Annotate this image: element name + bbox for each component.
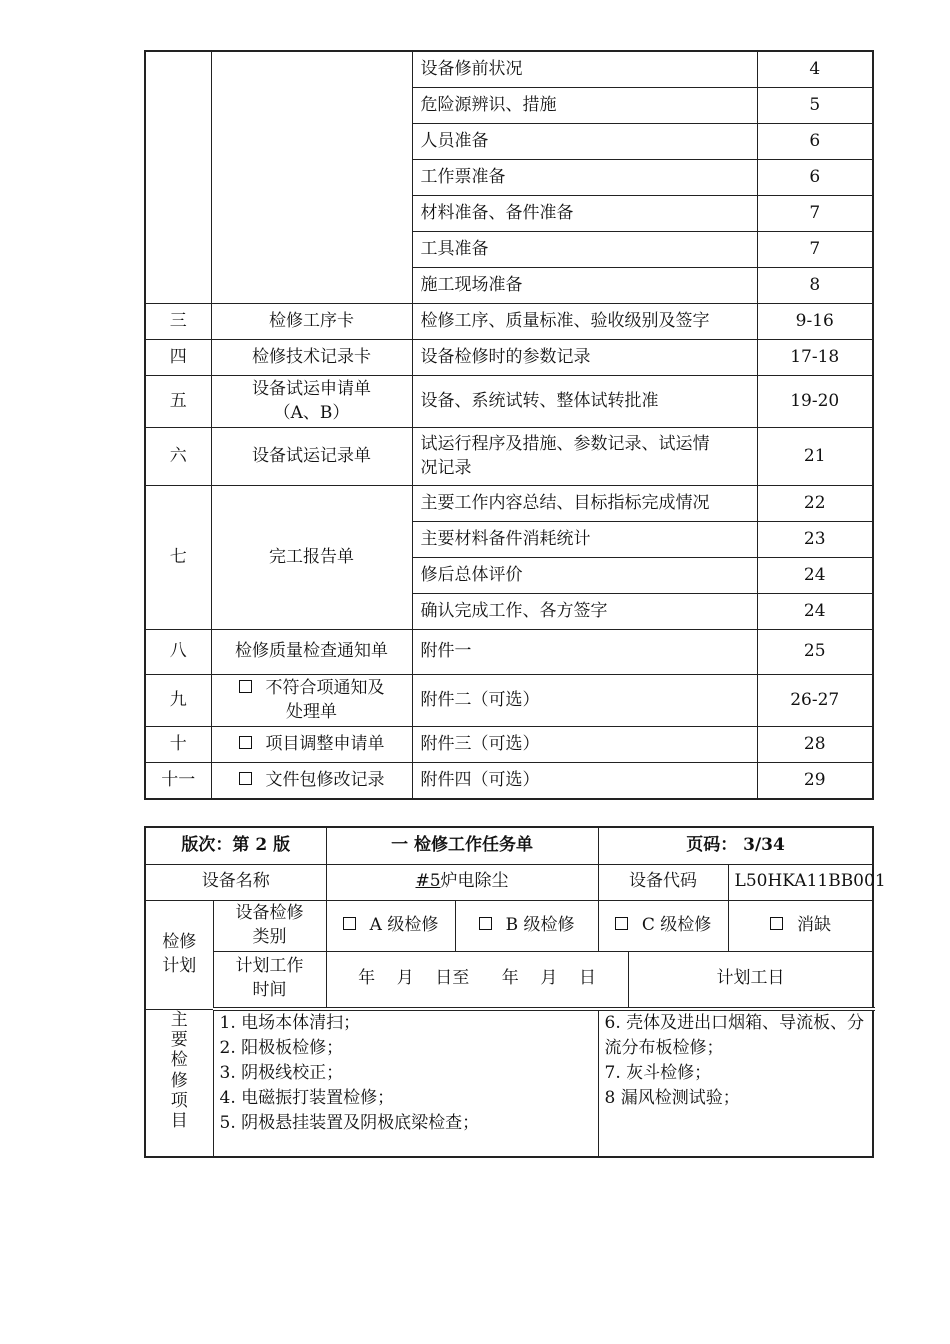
category-d[interactable]: [728, 900, 873, 951]
version-label: 版次：第 2 版: [145, 827, 326, 864]
row-num: 三: [145, 304, 211, 340]
list-item: 3. 阴极线校正；: [219, 1063, 344, 1083]
row-name-text: 文件包修改记录: [265, 769, 385, 790]
equip-unit-number: #5: [415, 871, 441, 892]
row-name: 设备试运记录单: [211, 428, 412, 486]
plan-label-line: 检修: [162, 931, 197, 952]
table-row: [145, 376, 873, 428]
page-number: 页码： 3/34: [598, 827, 873, 864]
table-row: [145, 630, 873, 675]
row-num: 六: [145, 428, 211, 486]
time-value[interactable]: 年 月 日至 年 月 日: [326, 951, 628, 1009]
items-label-char: 要: [170, 1029, 188, 1050]
row-name: [211, 376, 412, 428]
items-row: [145, 1009, 873, 1157]
equip-code-value[interactable]: L50HKA11BB001: [728, 864, 873, 900]
category-label: [213, 900, 326, 951]
row-name-line: 处理单: [286, 701, 337, 722]
row-desc: 附件二（可选）: [412, 675, 757, 727]
category-a[interactable]: [326, 900, 455, 951]
row-page: 17-18: [757, 340, 873, 376]
row-desc: 设备检修时的参数记录: [412, 340, 757, 376]
category-d-label: 消缺: [797, 914, 832, 935]
table-row: [145, 727, 873, 763]
category-c[interactable]: [598, 900, 728, 951]
row-page: 6: [757, 124, 873, 160]
row-page: 23: [757, 522, 873, 558]
list-item: 7. 灰斗检修；: [604, 1063, 712, 1083]
category-b-label: B 级检修: [505, 914, 575, 935]
checkbox-icon[interactable]: [239, 680, 252, 693]
row-page: 4: [757, 51, 873, 88]
items-label-char: 检: [170, 1050, 188, 1071]
row-page: 24: [757, 558, 873, 594]
row-num: 四: [145, 340, 211, 376]
list-item: 1. 电场本体清扫；: [219, 1013, 361, 1033]
time-label: [213, 951, 326, 1009]
workdays-label: 计划工日: [628, 951, 873, 1009]
row-desc: 危险源辨识、措施: [412, 88, 757, 124]
equip-code-label: 设备代码: [598, 864, 728, 900]
row-desc: 材料准备、备件准备: [412, 196, 757, 232]
row-desc: 工作票准备: [412, 160, 757, 196]
row-name: 完工报告单: [211, 486, 412, 630]
row-name: 检修技术记录卡: [211, 340, 412, 376]
list-item: 8 漏风检测试验；: [604, 1088, 740, 1108]
category-label-line: 设备检修: [235, 902, 304, 923]
empty-num-cell: [145, 51, 211, 304]
checkbox-icon[interactable]: [343, 917, 356, 930]
category-c-label: C 级检修: [641, 914, 712, 935]
list-item: 2. 阳极板检修；: [219, 1038, 344, 1058]
plan-label: [145, 900, 213, 1009]
checkbox-icon[interactable]: [770, 917, 783, 930]
row-desc: 设备修前状况: [412, 51, 757, 88]
items-label-char: 目: [170, 1111, 188, 1132]
row-desc: 修后总体评价: [412, 558, 757, 594]
task-sheet-table: [144, 826, 886, 1158]
table-row: [145, 675, 873, 727]
sheet-title: 一 检修工作任务单: [326, 827, 598, 864]
row-name: [211, 727, 412, 763]
header-row: [145, 827, 873, 864]
row-page: 9-16: [757, 304, 873, 340]
row-page: 29: [757, 763, 873, 800]
row-name: 检修工序卡: [211, 304, 412, 340]
time-row: [145, 951, 873, 1009]
row-desc: 施工现场准备: [412, 268, 757, 304]
row-num: 八: [145, 630, 211, 675]
row-desc: 检修工序、质量标准、验收级别及签字: [412, 304, 757, 340]
table-row: [145, 486, 873, 522]
table-row: [145, 51, 873, 88]
row-desc-line: 况记录: [420, 457, 472, 478]
row-desc: 工具准备: [412, 232, 757, 268]
row-name: [211, 675, 412, 727]
row-desc-line: 试运行程序及措施、参数记录、试运情: [420, 433, 710, 454]
row-num: 十: [145, 727, 211, 763]
checkbox-icon[interactable]: [239, 736, 252, 749]
category-b[interactable]: [455, 900, 598, 951]
row-page: 25: [757, 630, 873, 675]
row-name: [211, 763, 412, 800]
row-num: 十一: [145, 763, 211, 800]
row-desc: 附件四（可选）: [412, 763, 757, 800]
list-item: 5. 阴极悬挂装置及阴极底梁检查；: [219, 1113, 480, 1133]
items-right: [598, 1009, 873, 1157]
empty-name-cell: [211, 51, 412, 304]
items-label-char: 修: [170, 1070, 188, 1091]
row-num: 五: [145, 376, 211, 428]
category-row: [145, 900, 873, 951]
row-page: 5: [757, 88, 873, 124]
row-page: 7: [757, 196, 873, 232]
row-desc: 设备、系统试转、整体试转批准: [412, 376, 757, 428]
row-name: 检修质量检查通知单: [211, 630, 412, 675]
row-name-line: 不符合项通知及: [265, 677, 385, 698]
time-label-line: 时间: [252, 980, 287, 1001]
table-row: [145, 304, 873, 340]
row-name-line: （A、B）: [273, 402, 350, 423]
row-desc: 附件一: [412, 630, 757, 675]
list-item: 6. 壳体及进出口烟箱、导流板、分: [604, 1013, 865, 1033]
row-page: 7: [757, 232, 873, 268]
row-name-text: 项目调整申请单: [265, 733, 385, 754]
row-page: 22: [757, 486, 873, 522]
row-num: 七: [145, 486, 211, 630]
row-desc: 主要工作内容总结、目标指标完成情况: [412, 486, 757, 522]
table-row: [145, 428, 873, 486]
row-page: 26-27: [757, 675, 873, 727]
time-label-line: 计划工作: [235, 956, 304, 977]
row-name-line: 设备试运申请单: [252, 378, 371, 399]
row-page: 8: [757, 268, 873, 304]
checkbox-icon[interactable]: [615, 917, 628, 930]
row-desc: [412, 428, 757, 486]
row-desc: 确认完成工作、各方签字: [412, 594, 757, 630]
row-desc: 主要材料备件消耗统计: [412, 522, 757, 558]
category-label-line: 类别: [252, 926, 287, 947]
equipment-row: [145, 864, 873, 900]
items-label: [145, 1009, 213, 1157]
row-page: 19-20: [757, 376, 873, 428]
list-item: 流分布板检修；: [604, 1038, 724, 1058]
checkbox-icon[interactable]: [239, 772, 252, 785]
items-left: [213, 1009, 598, 1157]
table-row: [145, 340, 873, 376]
equip-name-value[interactable]: [326, 864, 598, 900]
items-label-char: 主: [170, 1009, 188, 1030]
row-num: 九: [145, 675, 211, 727]
row-page: 6: [757, 160, 873, 196]
list-item: 4. 电磁振打装置检修；: [219, 1088, 395, 1108]
checkbox-icon[interactable]: [479, 917, 492, 930]
row-page: 21: [757, 428, 873, 486]
row-page: 24: [757, 594, 873, 630]
equip-name-label: 设备名称: [145, 864, 326, 900]
row-desc: 附件三（可选）: [412, 727, 757, 763]
contents-table: [144, 50, 874, 800]
plan-label-line: 计划: [162, 955, 197, 976]
items-label-char: 项: [170, 1091, 188, 1112]
equip-name-text: 炉电除尘: [440, 871, 509, 892]
row-desc: 人员准备: [412, 124, 757, 160]
table-row: [145, 763, 873, 800]
category-a-label: A 级检修: [369, 914, 439, 935]
row-page: 28: [757, 727, 873, 763]
